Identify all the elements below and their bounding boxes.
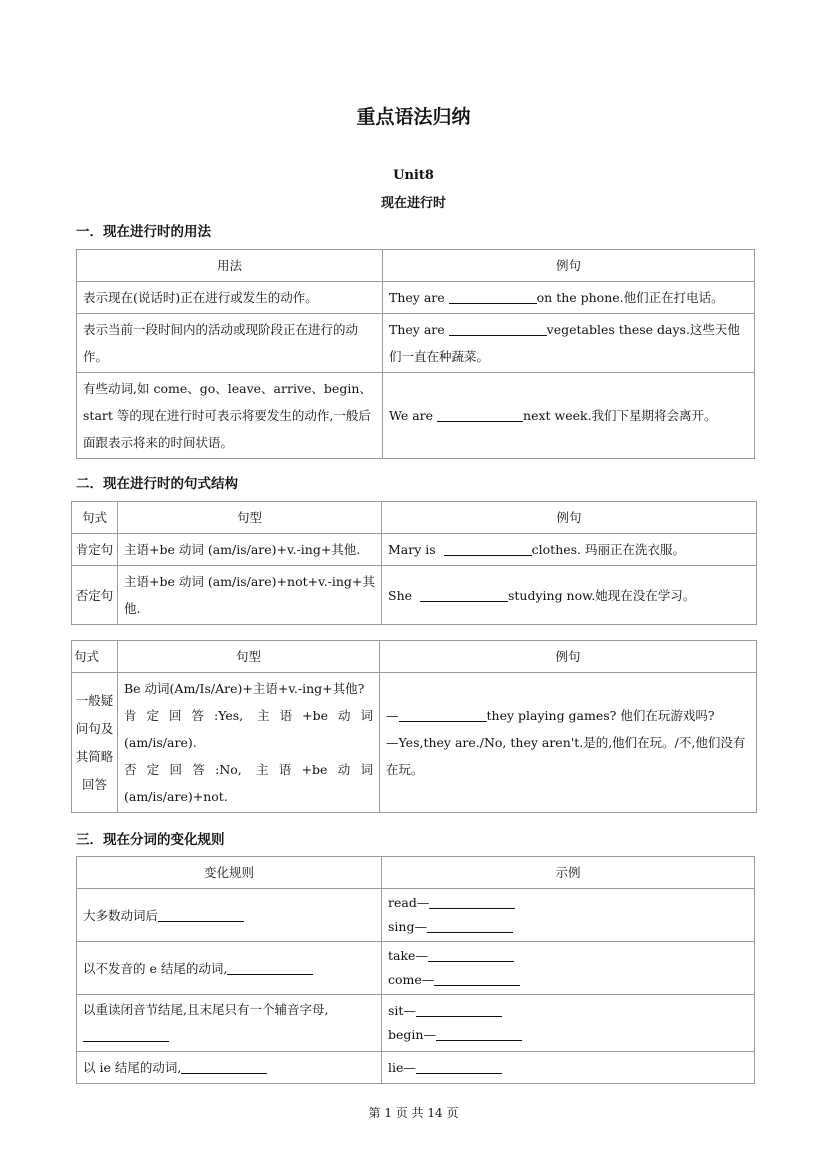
section-2-heading: 二．现在进行时的句式结构	[76, 476, 238, 492]
header-pattern: 句型	[118, 502, 382, 534]
participle-rules-table	[76, 856, 755, 1084]
usage-cell: 表示现在(说话时)正在进行或发生的动作。	[77, 282, 383, 314]
answer-blank[interactable]	[428, 947, 514, 962]
usage-table	[76, 249, 755, 459]
answer-blank[interactable]	[83, 1027, 169, 1042]
answer-blank[interactable]	[436, 1026, 522, 1041]
examples-cell: lie—	[382, 1052, 755, 1084]
sentence-type-cell: 肯定句	[72, 534, 118, 566]
answer-blank[interactable]	[416, 1059, 502, 1074]
page-footer: 第 1 页 共 14 页	[368, 1106, 459, 1120]
structure-table	[71, 501, 757, 625]
answer-blank[interactable]	[449, 289, 537, 304]
example-cell: They are vegetables these days.这些天他们一直在种蔬菜。	[383, 314, 755, 373]
rule-cell: 以不发音的 e 结尾的动词,	[77, 942, 382, 995]
answer-blank[interactable]	[427, 918, 513, 933]
example-cell: She studying now.她现在没在学习。	[382, 566, 757, 625]
section-1-heading: 一．现在进行时的用法	[76, 224, 211, 240]
examples-cell: sit— begin—	[382, 995, 755, 1052]
pattern-cell: 主语+be 动词 (am/is/are)+not+v.-ing+其他.	[118, 566, 382, 625]
header-example: 例句	[380, 641, 757, 673]
rule-cell: 大多数动词后	[77, 889, 382, 942]
answer-blank[interactable]	[416, 1002, 502, 1017]
sentence-type-cell: 否定句	[72, 566, 118, 625]
question-structure-table	[71, 640, 757, 813]
header-example: 例句	[382, 502, 757, 534]
sentence-type-cell: 一般疑问句及其简略回答	[72, 673, 118, 813]
answer-blank[interactable]	[420, 587, 508, 602]
header-pattern: 句型	[118, 641, 380, 673]
header-example: 例句	[383, 250, 755, 282]
topic-subtitle: 现在进行时	[380, 196, 446, 211]
example-cell: Mary is clothes. 玛丽正在洗衣服。	[382, 534, 757, 566]
answer-blank[interactable]	[444, 541, 532, 556]
unit-label: Unit8	[393, 168, 434, 183]
answer-blank[interactable]	[429, 894, 515, 909]
usage-cell: 表示当前一段时间内的活动或现阶段正在进行的动作。	[77, 314, 383, 373]
answer-blank[interactable]	[181, 1059, 267, 1074]
example-cell: We are next week.我们下星期将会离开。	[383, 373, 755, 459]
answer-blank[interactable]	[437, 407, 523, 422]
usage-cell: 有些动词,如 come、go、leave、arrive、begin、start 等的现在进行时可表示将要发生的动作,一般后面跟表示将来的时间状语。	[77, 373, 383, 459]
header-examples: 示例	[382, 857, 755, 889]
examples-cell: take— come—	[382, 942, 755, 995]
example-cell: They are on the phone.他们正在打电话。	[383, 282, 755, 314]
rule-cell: 以重读闭音节结尾,且末尾只有一个辅音字母,	[77, 995, 382, 1052]
header-rule: 变化规则	[77, 857, 382, 889]
header-type: 句式	[72, 641, 118, 673]
pattern-cell: Be 动词(Am/Is/Are)+主语+v.-ing+其他? 肯定回答:Yes, 主语+be动词 (am/is/are). 否定回答:No, 主语+be动词 (am/is/are)+not.	[118, 673, 380, 813]
answer-blank[interactable]	[449, 321, 547, 336]
header-type: 句式	[72, 502, 118, 534]
answer-blank[interactable]	[399, 707, 487, 722]
rule-cell: 以 ie 结尾的动词,	[77, 1052, 382, 1084]
answer-blank[interactable]	[158, 907, 244, 922]
examples-cell: read— sing—	[382, 889, 755, 942]
page-title: 重点语法归纳	[356, 106, 471, 128]
answer-blank[interactable]	[227, 960, 313, 975]
header-usage: 用法	[77, 250, 383, 282]
section-3-heading: 三．现在分词的变化规则	[76, 832, 225, 848]
pattern-cell: 主语+be 动词 (am/is/are)+v.-ing+其他.	[118, 534, 382, 566]
answer-blank[interactable]	[434, 971, 520, 986]
example-cell: — they playing games? 他们在玩游戏吗? —Yes,they are./No, they aren't.是的,他们在玩。/不,他们没有在玩。	[380, 673, 757, 813]
